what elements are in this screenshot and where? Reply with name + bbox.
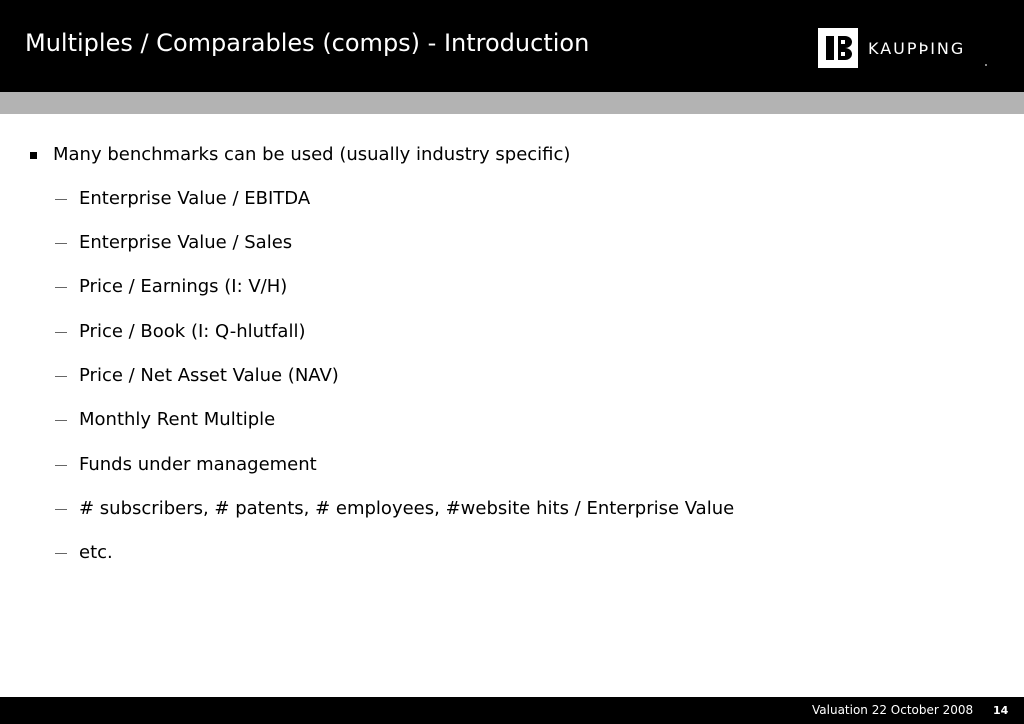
sub-item [55, 541, 113, 565]
sub-item [55, 453, 317, 477]
sub-item-text: Price / Earnings (I: V/H) [79, 276, 288, 297]
sub-item-text: Funds under management [79, 454, 317, 475]
square-bullet-icon [30, 152, 37, 159]
sub-item [55, 231, 292, 255]
sub-item [55, 320, 306, 344]
dash-icon [55, 465, 67, 466]
dash-icon [55, 332, 67, 333]
page-number: 14 [993, 704, 1009, 717]
footer-text: Valuation 22 October 2008 [812, 703, 974, 717]
slide-title: Multiples / Comparables (comps) - Introduction [25, 29, 590, 57]
kaupthing-logo-icon [818, 28, 858, 68]
dash-icon [55, 509, 67, 510]
sub-item-text: Monthly Rent Multiple [79, 409, 276, 430]
sub-item-text: Price / Book (I: Q-hlutfall) [79, 321, 306, 342]
logo-text: KAUPÞING [868, 38, 966, 58]
dash-icon [55, 420, 67, 421]
sub-item [55, 187, 310, 211]
dash-icon [55, 376, 67, 377]
dash-icon [55, 199, 67, 200]
dash-icon [55, 287, 67, 288]
main-bullet-text: Many benchmarks can be used (usually industry specific) [53, 144, 571, 165]
sub-item [55, 408, 275, 432]
sub-item-text: etc. [79, 542, 113, 563]
sub-item-text: Price / Net Asset Value (NAV) [79, 365, 339, 386]
sub-item-text: Enterprise Value / EBITDA [79, 188, 311, 209]
header-band [0, 92, 1024, 114]
sub-item-text: Enterprise Value / Sales [79, 232, 293, 253]
sub-item [55, 497, 734, 521]
logo [818, 28, 965, 68]
dash-icon [55, 553, 67, 554]
sub-item-text: # subscribers, # patents, # employees, #website hits / Enterprise Value [79, 498, 735, 519]
main-bullet [30, 144, 570, 166]
sub-item [55, 364, 339, 388]
logo-dot [985, 64, 987, 66]
sub-item [55, 275, 287, 299]
dash-icon [55, 243, 67, 244]
